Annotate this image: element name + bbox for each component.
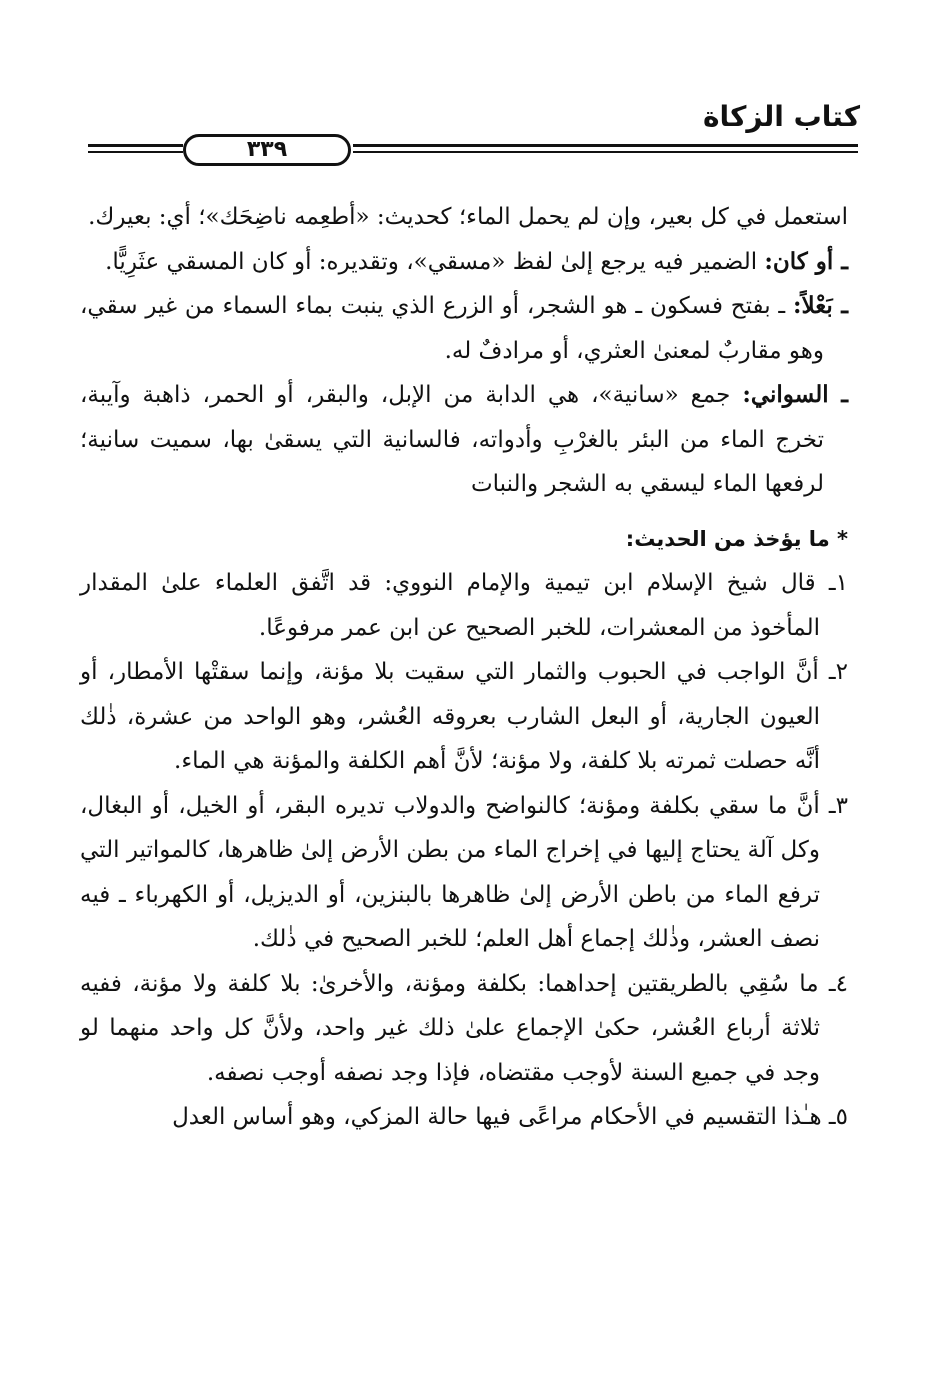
list-item [80,1095,848,1140]
item-text: هـٰذا التقسيم في الأحكام مراعًى فيها حالة المزكي، وهو أساس العدل [172,1104,822,1130]
header-rule [88,136,858,166]
definition-term: ـ السواني: [742,381,849,408]
item-number: ٤ـ [828,970,848,997]
rule-left [88,144,183,153]
definition-sawani [80,373,848,507]
item-text: أنَّ ما سقي بكلفة ومؤنة؛ كالنواضح والدولاب تديره البقر، أو الخيل، أو البغال، وكل آلة يحتاج إليها في إخراج الماء من بطن الأرض إلىٰ ظاهرها، كالمواتير التي ترفع الماء من باطن الأرض إلىٰ ظاهرها بالبنزين، أو الديزيل، أو الكهرباء ـ فيه نصف العشر، وذٰلك إجماع أهل العلم؛ للخبر الصحيح في ذٰلك. [80,792,820,952]
list-item [80,561,848,650]
book-title: كتاب الزكاة [703,100,860,133]
paragraph-continuation: استعمل في كل بعير، وإن لم يحمل الماء؛ كحديث: «أطعِمه ناضِحَك»؛ أي: بعيرك. [88,204,848,230]
definition-text: جمع «سانية»، هي الدابة من الإبل، والبقر، أو الحمر، ذاهبة وآيبة، تخرج الماء من البئر بالغرْبِ وأدواته، فالسانية التي يسقىٰ بها، سميت سانية؛ لرفعها الماء ليسقي به الشجر والنبات [80,382,824,497]
definition-baalan [80,284,848,373]
item-text: ما سُقِي بالطريقتين إحداهما: بكلفة ومؤنة، والأخرىٰ: بلا كلفة ولا مؤنة، ففيه ثلاثة أرباع العُشر، حكىٰ الإجماع علىٰ ذلك غير واحد، ولأنَّ كل واحد منهما لو وجد في جميع السنة لأوجب مقتضاه، فإذا وجد نصفه أوجب نصفه. [80,970,820,1086]
item-number: ٥ـ [828,1104,848,1130]
item-text: قال شيخ الإسلام ابن تيمية والإمام النووي: قد اتَّفق العلماء علىٰ المقدار المأخوذ من المعشرات، للخبر الصحيح عن ابن عمر مرفوعًا. [80,570,820,641]
item-number: ٢ـ [828,659,848,685]
list-item [80,962,848,1096]
section-heading: * ما يؤخذ من الحديث: [625,526,848,551]
list-item [80,784,848,962]
item-text: أنَّ الواجب في الحبوب والثمار التي سقيت بلا مؤنة، وإنما سقتْها الأمطار، أو العيون الجارية، أو البعل الشارب بعروقه العُشر، وهو الواحد من عشرة، ذٰلك أنَّه حصلت ثمرته بلا كلفة، ولا مؤنة؛ لأنَّ أهم الكلفة والمؤنة هي الماء. [80,659,820,774]
definition-text: ـ بفتح فسكون ـ هو الشجر، أو الزرع الذي ينبت بماء السماء من غير سقي، وهو مقاربٌ لمعنىٰ العثري، أو مرادفٌ له. [80,293,824,364]
definition-text: الضمير فيه يرجع إلىٰ لفظ «مسقي»، وتقديره: أو كان المسقي عثَرِيًّا. [105,248,765,275]
definition-term: ـ بَعْلاً: [793,292,848,319]
page-body [80,195,848,1140]
item-number: ٣ـ [828,792,849,819]
list-item [80,650,848,784]
item-number: ١ـ [828,570,848,596]
definition-term: ـ أو كان: [764,247,848,275]
page-number: ٣٣٩ [183,134,351,166]
rule-right [353,144,858,153]
page-header [0,0,944,170]
definition-aw-kana [80,240,848,285]
